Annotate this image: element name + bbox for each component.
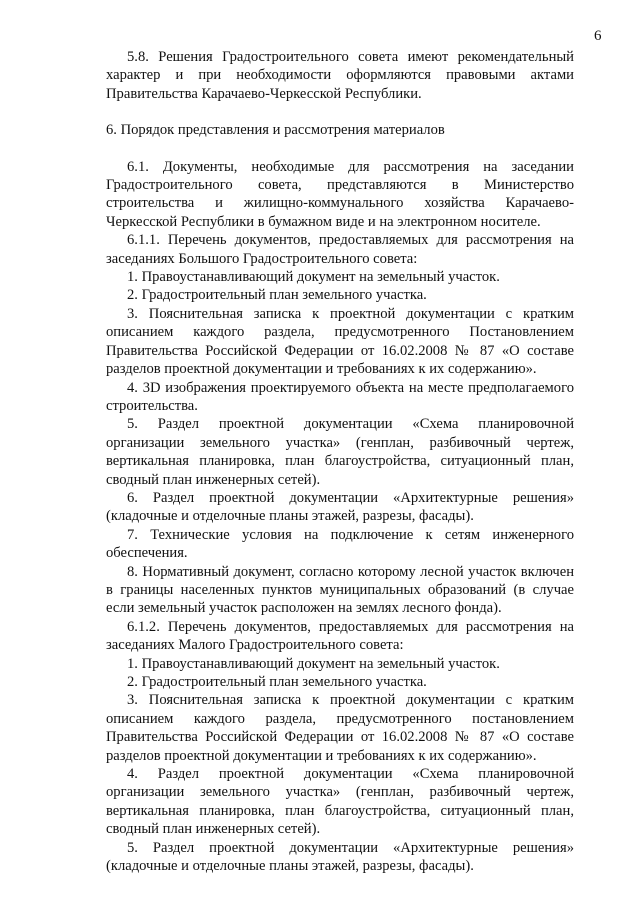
list-item: 1. Правоустанавливающий документ на земельный участок. <box>127 269 500 286</box>
paragraph-6-1: 6.1. Документы, необходимые для рассмотрения на заседании Градостроительного совета, представляются в Министерство строительства и жилищно-коммунального хозяйства Карачаево-Черкесской Республики в бумажном виде и на электронном носителе. <box>106 158 574 230</box>
list-item: 7. Технические условия на подключение к сетям инженерного обеспечения. <box>106 526 574 562</box>
list-item: 2. Градостроительный план земельного участка. <box>127 674 427 690</box>
list-item: 5. Раздел проектной документации «Схема планировочной организации земельного участка» (генплан, разбивочный чертеж, вертикальная планировка, план благоустройства, ситуационный план, сводный план инженерных сетей). <box>106 416 574 488</box>
list-item: 6. Раздел проектной документации «Архитектурные решения» (кладочные и отделочные планы этажей, разрезы, фасады). <box>106 489 574 525</box>
paragraph-6-1-1: 6.1.1. Перечень документов, предоставляемых для рассмотрения на заседаниях Большого Градостроительного совета: <box>106 232 574 267</box>
list-item: 3. Пояснительная записка к проектной документации с кратким описанием каждого раздела, предусмотренного постановлением Правительства Российской Федерации от 16.02.2008 № 87 «О составе разделов проектной документации и требованиях к их содержанию». <box>106 692 574 764</box>
paragraph-5-8: 5.8. Решения Градостроительного совета имеют рекомендательный характер и при необходимости оформляются правовыми актами Правительства Карачаево-Черкесской Республики. <box>106 49 574 102</box>
section-heading: 6. Порядок представления и рассмотрения материалов <box>106 122 445 139</box>
list-item: 4. 3D изображения проектируемого объекта на месте предполагаемого строительства. <box>106 379 574 414</box>
list-item: 1. Правоустанавливающий документ на земельный участок. <box>127 655 500 672</box>
list-item: 8. Нормативный документ, согласно которому лесной участок включен в границы населенных пунктов муниципальных образований (в случае если земельный участок расположен на землях лесного фонда). <box>106 563 574 617</box>
list-item: 5. Раздел проектной документации «Архитектурные решения» (кладочные и отделочные планы этажей, разрезы, фасады). <box>106 839 574 875</box>
list-item: 3. Пояснительная записка к проектной документации с кратким описанием каждого раздела, предусмотренного Постановлением Правительства Российской Федерации от 16.02.2008 № 87 «О составе разделов проектной документации и требованиях к их содержанию». <box>106 305 574 378</box>
paragraph-6-1-2: 6.1.2. Перечень документов, предоставляемых для рассмотрения на заседаниях Малого Градостроительного совета: <box>106 618 574 654</box>
document-body <box>106 48 574 875</box>
list-item: 2. Градостроительный план земельного участка. <box>127 287 427 304</box>
page-number: 6 <box>594 28 602 44</box>
list-item: 4. Раздел проектной документации «Схема планировочной организации земельного участка» (генплан, разбивочный чертеж, вертикальная планировка, план благоустройства, ситуационный план, сводный план инженерных сетей). <box>106 766 574 838</box>
